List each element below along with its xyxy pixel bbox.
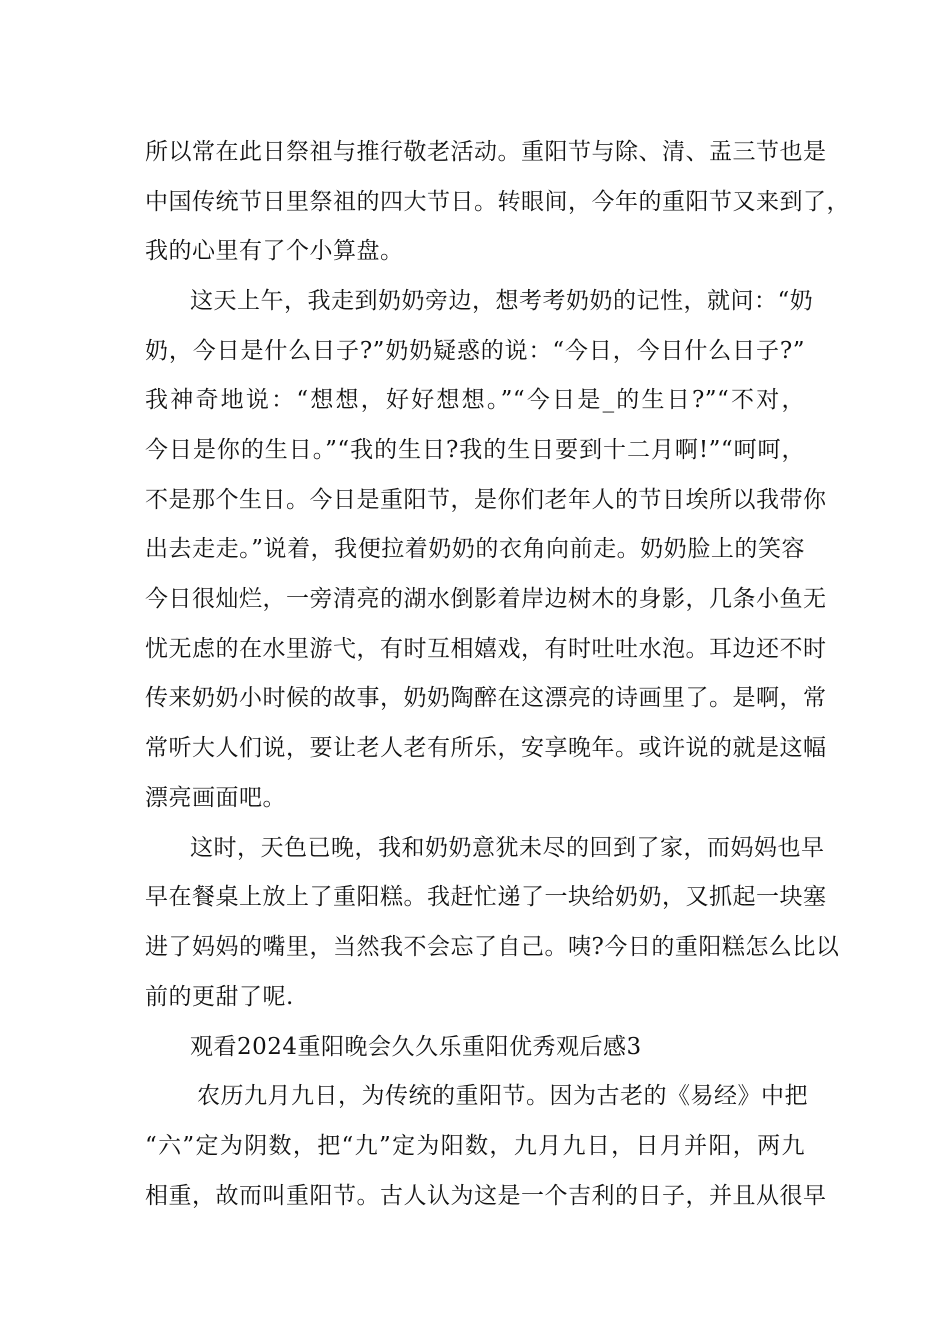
paragraph-line: 传来奶奶小时候的故事，奶奶陶醉在这漂亮的诗画里了。是啊，常 <box>145 685 827 711</box>
paragraph-line: 前的更甜了呢. <box>145 984 294 1010</box>
paragraph-line: 漂亮画面吧。 <box>145 785 286 811</box>
paragraph-line: 出去走走。”说着，我便拉着奶奶的衣角向前走。奶奶脸上的笑容 <box>145 536 805 562</box>
paragraph-line: 进了妈妈的嘴里，当然我不会忘了自己。咦?今日的重阳糕怎么比以 <box>145 934 840 960</box>
paragraph-line: 常听大人们说，要让老人老有所乐，安享晚年。或许说的就是这幅 <box>145 735 827 761</box>
paragraph-line: 早在餐桌上放上了重阳糕。我赶忙递了一块给奶奶，又抓起一块塞 <box>145 884 827 910</box>
paragraph-line: 我的心里有了个小算盘。 <box>145 238 404 264</box>
paragraph-line: “六”定为阴数，把“九”定为阳数，九月九日，日月并阳，两九 <box>145 1133 805 1159</box>
paragraph-line: 奶，今日是什么日子?”奶奶疑惑的说：“今日，今日什么日子?” <box>145 338 805 364</box>
paragraph-line: 不是那个生日。今日是重阳节，是你们老年人的节日埃所以我带你 <box>145 487 827 513</box>
paragraph-line: 忧无虑的在水里游弋，有时互相嬉戏，有时吐吐水泡。耳边还不时 <box>145 636 827 662</box>
paragraph-line: 这天上午，我走到奶奶旁边，想考考奶奶的记性，就问：“奶 <box>190 288 814 314</box>
paragraph-line: 今日很灿烂，一旁清亮的湖水倒影着岸边树木的身影，几条小鱼无 <box>145 586 827 612</box>
paragraph-line: 我神奇地说：“想想，好好想想。”“今日是_的生日?”“不对， <box>145 387 805 413</box>
paragraph-line: 相重，故而叫重阳节。古人认为这是一个吉利的日子，并且从很早 <box>145 1183 827 1209</box>
paragraph-line: 今日是你的生日。”“我的生日?我的生日要到十二月啊!”“呵呵， <box>145 437 805 463</box>
paragraph-line: 这时，天色已晚，我和奶奶意犹未尽的回到了家，而妈妈也早 <box>190 835 825 861</box>
paragraph-line: 农历九月九日，为传统的重阳节。因为古老的《易经》中把 <box>197 1083 808 1109</box>
paragraph-line: 所以常在此日祭祖与推行敬老活动。重阳节与除、清、盂三节也是 <box>145 139 827 165</box>
paragraph-line: 中国传统节日里祭祖的四大节日。转眼间，今年的重阳节又来到了， <box>145 189 850 215</box>
section-heading: 观看2024重阳晚会久久乐重阳优秀观后感3 <box>190 1034 642 1060</box>
